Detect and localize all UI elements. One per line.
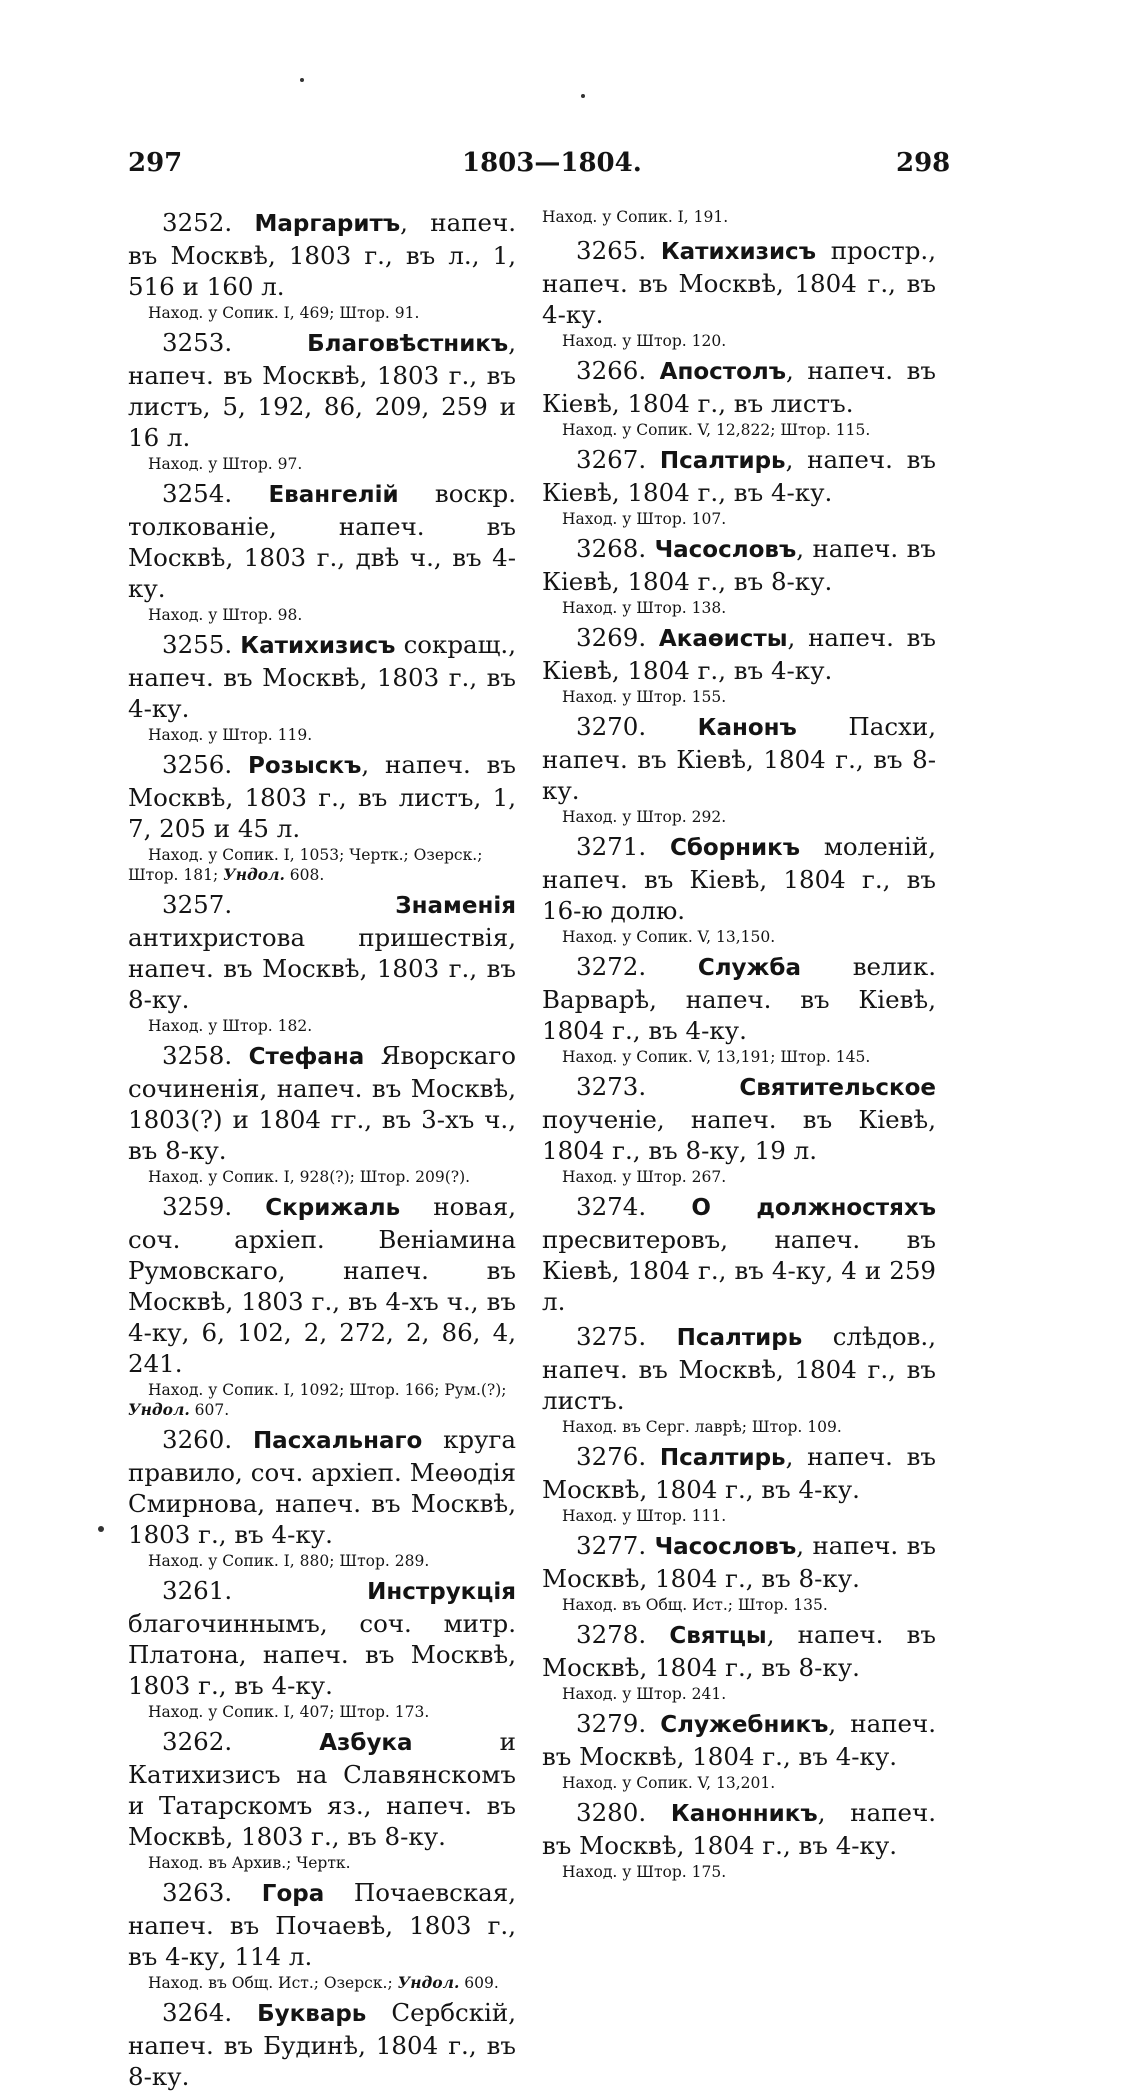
entry-title: Стефана (248, 1044, 365, 1070)
entry-text (542, 711, 936, 806)
entry-number: 3271. (576, 832, 647, 861)
entry-title: О должностяхъ (691, 1195, 936, 1221)
entry-text (542, 235, 936, 330)
location-italic: Ундол. (397, 1973, 460, 1992)
entry-text (128, 1726, 516, 1852)
entry-location (542, 807, 936, 827)
entry-text (542, 831, 936, 926)
entry-location (542, 687, 936, 707)
entry-text (128, 207, 516, 302)
header-years: 1803—1804. (462, 148, 642, 178)
entry-title: Канонъ (697, 715, 797, 741)
bibliography-entry (128, 1424, 516, 1571)
entry-text (128, 1040, 516, 1166)
entry-description: моленій, напеч. въ Кіевѣ, 1804 г., въ 16-ю долю. (542, 832, 936, 925)
entry-number: 3272. (576, 952, 647, 981)
bibliography-entry (542, 622, 936, 707)
entry-location (128, 1853, 516, 1873)
entry-description: Пасхи, напеч. въ Кіевѣ, 1804 г., въ 8-ку. (542, 712, 936, 805)
entry-description: Сербскій, напеч. въ Будинѣ, 1804 г., въ 8-ку. (128, 1998, 516, 2091)
bibliography-entry (128, 207, 516, 323)
entry-number: 3275. (576, 1322, 647, 1351)
bibliography-entry (128, 1575, 516, 1722)
entry-location (542, 1506, 936, 1526)
entry-text (128, 1877, 516, 1972)
entry-title: Катихизисъ (240, 633, 396, 659)
entry-description: пресвитеровъ, напеч. въ Кіевѣ, 1804 г., въ 4-ку, 4 и 259 л. (542, 1225, 936, 1316)
entry-number: 3259. (162, 1192, 233, 1221)
entry-title: Евангелій (268, 482, 399, 508)
entry-description: , напеч. въ Кіевѣ, 1804 г., въ листъ. (542, 356, 936, 418)
location-text: Наход. въ Серг. лаврѣ; Штор. 109. (562, 1418, 842, 1436)
location-text: Наход. у Сопик. I, 1092; Штор. 166; Рум.(?); (148, 1381, 507, 1399)
location-text: Наход. у Штор. 175. (562, 1863, 727, 1881)
entry-title: Маргаритъ (254, 211, 401, 237)
bibliography-entry (542, 1797, 936, 1882)
location-text: Наход. у Сопик. V, 13,201. (562, 1774, 776, 1792)
bibliography-entry (542, 533, 936, 618)
location-text: Наход. у Сопик. I, 407; Штор. 173. (148, 1703, 430, 1721)
entry-title: Часословъ (654, 537, 797, 563)
entry-title: Скрижаль (265, 1195, 401, 1221)
entry-location (128, 1167, 516, 1187)
entry-number: 3258. (162, 1041, 233, 1070)
location-italic: Ундол. (223, 865, 285, 884)
bibliography-entry (542, 711, 936, 827)
bibliography-entry (128, 629, 516, 745)
entry-number: 3269. (576, 623, 647, 652)
entry-text (128, 1191, 516, 1379)
entry-text (128, 629, 516, 724)
entry-location (542, 1773, 936, 1793)
entry-location (128, 303, 516, 323)
location-text: Наход. у Штор. 241. (562, 1685, 727, 1703)
entry-text (128, 749, 516, 844)
entry-description: Почаевская, напеч. въ Почаевѣ, 1803 г., въ 4-ку, 114 л. (128, 1878, 516, 1971)
entry-title: Пасхальнаго (252, 1428, 423, 1454)
entry-number: 3265. (576, 236, 647, 265)
entry-description: , напеч. въ Москвѣ, 1804 г., въ 4-ку. (542, 1798, 936, 1860)
left-column (128, 207, 516, 2096)
bibliography-entry (542, 951, 936, 1067)
location-text: Наход. у Штор. 98. (148, 606, 303, 624)
entry-title: Псалтирь (659, 1445, 786, 1471)
entry-description: сокращ., напеч. въ Москвѣ, 1803 г., въ 4-ку. (128, 630, 516, 723)
location-text: Наход. у Штор. 292. (562, 808, 727, 826)
entry-number: 3257. (162, 890, 233, 919)
entry-text (542, 1191, 936, 1317)
entry-number: 3262. (162, 1727, 233, 1756)
entry-text (128, 889, 516, 1015)
entry-description: , напеч. въ Кіевѣ, 1804 г., въ 4-ку. (542, 445, 936, 507)
entry-number: 3273. (576, 1072, 647, 1101)
entry-number: 3276. (576, 1442, 647, 1471)
bibliography-entry (128, 749, 516, 885)
entry-description: , напеч. въ Москвѣ, 1803 г., въ листъ, 5, 192, 86, 209, 259 и 16 л. (128, 328, 516, 452)
bibliography-entry (542, 831, 936, 947)
location-text: Наход. у Штор. 119. (148, 726, 313, 744)
entry-location (128, 605, 516, 625)
entry-title: Святительское (739, 1075, 936, 1101)
entry-location (542, 331, 936, 351)
entry-number: 3278. (576, 1620, 647, 1649)
bibliography-entry (542, 1321, 936, 1437)
entry-title: Служебникъ (660, 1712, 829, 1738)
entry-text (128, 478, 516, 604)
entry-number: 3274. (576, 1192, 647, 1221)
location-text: Наход. у Штор. 120. (562, 332, 727, 350)
entry-title: Букварь (257, 2001, 367, 2027)
entry-title: Гора (261, 1881, 325, 1907)
entry-text (542, 622, 936, 686)
bibliography-entry (128, 1040, 516, 1187)
entry-description: круга правило, соч. архіеп. Меѳодія Смирнова, напеч. въ Москвѣ, 1803 г., въ 4-ку. (128, 1425, 516, 1549)
entry-location (542, 1167, 936, 1187)
entry-text (542, 951, 936, 1046)
entry-title: Псалтирь (659, 448, 786, 474)
entry-location (542, 1047, 936, 1067)
location-text: Наход. у Штор. 111. (562, 1507, 727, 1525)
location-text: Наход. у Сопик. V, 12,822; Штор. 115. (562, 421, 871, 439)
bibliography-entry (542, 444, 936, 529)
bibliography-entry (128, 1877, 516, 1993)
entry-number: 3280. (576, 1798, 647, 1827)
bibliography-entry (542, 1441, 936, 1526)
entry-location (128, 454, 516, 474)
entry-location (128, 1380, 516, 1420)
entry-title: Канонникъ (670, 1801, 818, 1827)
entry-description: простр., напеч. въ Москвѣ, 1804 г., въ 4-ку. (542, 236, 936, 329)
entry-location (542, 1862, 936, 1882)
location-text: Наход. у Сопик. I, 880; Штор. 289. (148, 1552, 430, 1570)
running-header (0, 148, 1140, 184)
entry-description: воскр. толкованіе, напеч. въ Москвѣ, 1803 г., двѣ ч., въ 4-ку. (128, 479, 516, 603)
location-text: Наход. у Штор. 97. (148, 455, 303, 473)
location-text: Наход. у Сопик. I, 1053; Чертк.; Озерск.; Штор. 181; (128, 846, 483, 884)
location-text: Наход. у Штор. 155. (562, 688, 727, 706)
entry-title: Инструкція (367, 1579, 516, 1605)
entry-description: благочиннымъ, соч. митр. Платона, напеч. въ Москвѣ, 1803 г., въ 4-ку. (128, 1609, 516, 1700)
bibliography-entry (542, 1191, 936, 1317)
paper-speck (300, 78, 304, 82)
entry-number: 3260. (162, 1425, 233, 1454)
paper-speck (581, 94, 585, 98)
bibliography-entry (128, 327, 516, 474)
entry-number: 3252. (162, 208, 233, 237)
entry-title: Знаменія (395, 893, 516, 919)
entry-title: Катихизисъ (660, 239, 816, 265)
entry-number: 3270. (576, 712, 647, 741)
entry-description: , напеч. въ Кіевѣ, 1804 г., въ 4-ку. (542, 623, 936, 685)
entry-description: слѣдов., напеч. въ Москвѣ, 1804 г., въ листъ. (542, 1322, 936, 1415)
entry-number: 3268. (576, 534, 647, 563)
bibliography-entry (128, 889, 516, 1036)
entry-title: Часословъ (654, 1534, 797, 1560)
bibliography-entry (542, 1071, 936, 1187)
entry-title: Акаѳисты (658, 626, 788, 652)
entry-text (542, 1619, 936, 1683)
location-italic: Ундол. (128, 1400, 190, 1419)
entry-number: 3263. (162, 1878, 233, 1907)
left-page-number: 297 (128, 148, 183, 178)
entry-text (542, 355, 936, 419)
bibliography-entry (128, 478, 516, 625)
entry-location (542, 1684, 936, 1704)
entry-title: Псалтирь (676, 1325, 803, 1351)
entry-description: , напеч. въ Москвѣ, 1804 г., въ 4-ку. (542, 1442, 936, 1504)
entry-description: , напеч. въ Москвѣ, 1803 г., въ л., 1, 516 и 160 л. (128, 208, 516, 301)
entry-number: 3256. (162, 750, 233, 779)
entry-title: Благовѣстникъ (307, 331, 509, 357)
entry-title: Служба (697, 955, 802, 981)
entry-description: поученіе, напеч. въ Кіевѣ, 1804 г., въ 8-ку, 19 л. (542, 1105, 936, 1165)
entry-number: 3267. (576, 445, 647, 474)
entry-location (128, 1016, 516, 1036)
entry-location (542, 420, 936, 440)
entry-location (128, 845, 516, 885)
entry-text (128, 1424, 516, 1550)
entry-location (128, 1551, 516, 1571)
continued-location-note: Наход. у Сопик. I, 191. (542, 208, 729, 226)
entry-number: 3264. (162, 1998, 233, 2027)
location-text: Наход. у Штор. 267. (562, 1168, 727, 1186)
entry-text (542, 1530, 936, 1594)
entry-location (542, 598, 936, 618)
entry-title: Апостолъ (659, 359, 787, 385)
entry-number: 3254. (162, 479, 233, 508)
entry-text (128, 327, 516, 453)
entry-description: антихристова пришествія, напеч. въ Москвѣ, 1803 г., въ 8-ку. (128, 923, 516, 1014)
location-text: Наход. у Штор. 138. (562, 599, 727, 617)
bibliography-entry (542, 355, 936, 440)
bibliography-entry (128, 1997, 516, 2092)
entry-text (542, 1441, 936, 1505)
entry-description: , напеч. въ Москвѣ, 1803 г., въ листъ, 1, 7, 205 и 45 л. (128, 750, 516, 843)
entry-description: велик. Варварѣ, напеч. въ Кіевѣ, 1804 г., въ 4-ку. (542, 952, 936, 1045)
entry-description: , напеч. въ Москвѣ, 1804 г., въ 8-ку. (542, 1620, 936, 1682)
location-text: Наход. въ Общ. Ист.; Штор. 135. (562, 1596, 828, 1614)
entry-location (542, 927, 936, 947)
entry-title: Азбука (319, 1730, 413, 1756)
location-tail: 607. (189, 1401, 230, 1419)
entry-description: , напеч. въ Москвѣ, 1804 г., въ 4-ку. (542, 1709, 936, 1771)
bibliography-entry (542, 1708, 936, 1793)
entry-number: 3253. (162, 328, 233, 357)
right-page-number: 298 (896, 148, 951, 178)
entry-location (128, 725, 516, 745)
entry-text (542, 444, 936, 508)
entry-description: Яворскаго сочиненія, напеч. въ Москвѣ, 1803(?) и 1804 гг., въ 3-хъ ч., въ 8-ку. (128, 1041, 516, 1165)
location-text: Наход. у Сопик. V, 13,150. (562, 928, 776, 946)
location-tail: 609. (459, 1974, 499, 1992)
entry-description: , напеч. въ Москвѣ, 1804 г., въ 8-ку. (542, 1531, 936, 1593)
entry-location (128, 1702, 516, 1722)
entry-location (542, 1595, 936, 1615)
paper-speck (98, 1526, 104, 1532)
bibliography-entry (128, 1726, 516, 1873)
location-text: Наход. въ Общ. Ист.; Озерск.; (148, 1974, 393, 1992)
location-text: Наход. у Сопик. I, 469; Штор. 91. (148, 304, 420, 322)
location-text: Наход. у Штор. 182. (148, 1017, 313, 1035)
entry-text (542, 1071, 936, 1166)
bibliography-entry (128, 1191, 516, 1420)
entry-location (128, 1973, 516, 1993)
entry-number: 3279. (576, 1709, 647, 1738)
bibliography-entry (542, 1619, 936, 1704)
entry-title: Сборникъ (669, 835, 801, 861)
location-tail: 608. (284, 866, 325, 884)
entry-text (542, 533, 936, 597)
entry-location (542, 1417, 936, 1437)
entry-description: , напеч. въ Кіевѣ, 1804 г., въ 8-ку. (542, 534, 936, 596)
entry-text (128, 1575, 516, 1701)
entry-title: Святцы (669, 1623, 767, 1649)
entry-number: 3261. (162, 1576, 233, 1605)
entry-text (542, 1321, 936, 1416)
location-text: Наход. у Сопик. V, 13,191; Штор. 145. (562, 1048, 871, 1066)
entry-title: Розыскъ (248, 753, 362, 779)
right-column (542, 207, 936, 1886)
location-text: Наход. у Штор. 107. (562, 510, 727, 528)
bibliography-entry (542, 235, 936, 351)
entry-description: новая, соч. архіеп. Веніамина Румовскаго, напеч. въ Москвѣ, 1803 г., въ 4-хъ ч., въ 4-ку, 6, 102, 2, 272, 2, 86, 4, 241. (128, 1192, 516, 1378)
entry-number: 3255. (162, 630, 233, 659)
entry-text (542, 1708, 936, 1772)
location-text: Наход. въ Архив.; Чертк. (148, 1854, 351, 1872)
entry-location (542, 509, 936, 529)
entry-text (128, 1997, 516, 2092)
entry-description: и Катихизисъ на Славянскомъ и Татарскомъ яз., напеч. въ Москвѣ, 1803 г., въ 8-ку. (128, 1727, 516, 1851)
entry-text (542, 1797, 936, 1861)
entry-number: 3277. (576, 1531, 647, 1560)
entry-number: 3266. (576, 356, 647, 385)
location-text: Наход. у Сопик. I, 928(?); Штор. 209(?). (148, 1168, 471, 1186)
bibliography-entry (542, 1530, 936, 1615)
